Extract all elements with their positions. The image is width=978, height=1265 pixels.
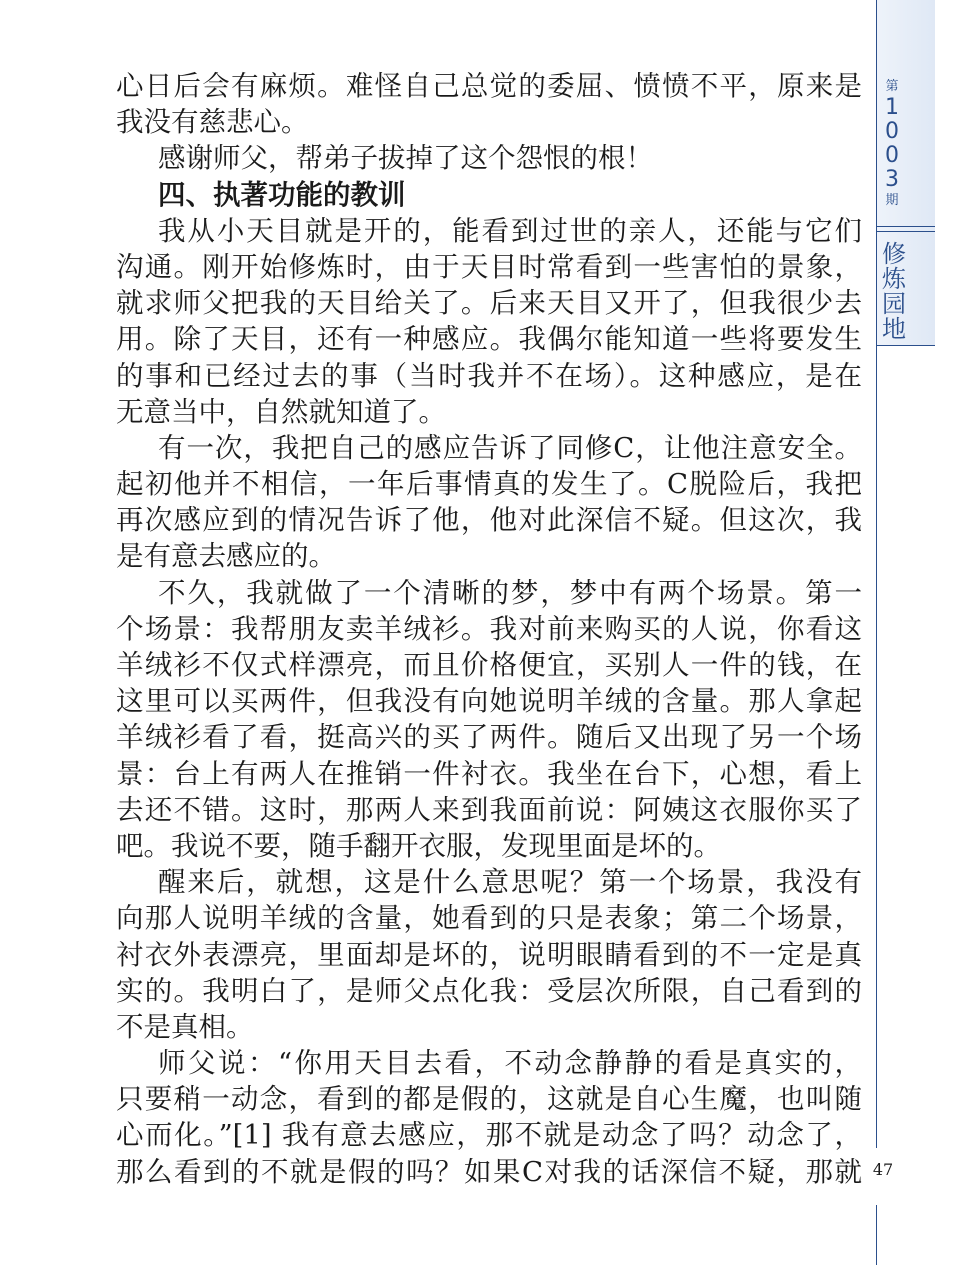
text-line: 羊绒衫不仅式样漂亮，而且价格便宜，买别人一件的钱，在 <box>116 649 862 681</box>
article-body <box>116 68 862 1190</box>
issue-prefix: 第 <box>885 79 899 94</box>
sidebar-rule <box>877 345 935 346</box>
text-line: 感谢师父，帮弟子拔掉了这个怨恨的根！ <box>158 142 653 175</box>
text-line: 不是真相。 <box>116 1010 254 1043</box>
section-heading: 四、执著功能的教训 <box>158 178 406 211</box>
text-line: 那么看到的不就是假的吗？如果C对我的话深信不疑，那就 <box>116 1155 862 1188</box>
column-title-char: 园 <box>882 290 906 318</box>
text-line: 去还不错。这时，那两人来到我面前说：阿姨这衣服你买了 <box>116 793 862 826</box>
text-line: 起初他并不相信，一年后事情真的发生了。C脱险后，我把 <box>116 468 862 501</box>
column-title-char: 修 <box>882 240 906 268</box>
text-line: 吧。我说不要，随手翻开衣服，发现里面是坏的。 <box>116 829 721 862</box>
issue-digit: 0 <box>885 119 899 144</box>
text-line: 我没有慈悲心。 <box>116 106 309 139</box>
text-line: 只要稍一动念，看到的都是假的，这就是自心生魔，也叫随 <box>116 1083 862 1116</box>
column-title <box>880 242 908 342</box>
sidebar-divider-bottom <box>876 1205 877 1265</box>
text-line: 再次感应到的情况告诉了他，他对此深信不疑。但这次，我 <box>116 504 862 537</box>
text-line: 就求师父把我的天目给关了。后来天目又开了，但我很少去 <box>116 287 862 320</box>
issue-digit: 3 <box>885 167 899 192</box>
text-line: 沟通。刚开始修炼时，由于天目时常看到一些害怕的景象， <box>116 250 862 283</box>
text-line: 这里可以买两件，但我没有向她说明羊绒的含量。那人拿起 <box>116 685 862 718</box>
issue-digit: 0 <box>885 143 899 168</box>
text-line: 无意当中，自然就知道了。 <box>116 395 446 428</box>
sidebar-rule <box>877 231 935 232</box>
text-line: 向那人说明羊绒的含量，她看到的只是表象；第二个场景， <box>116 902 862 935</box>
text-line: 心而化。”[1] 我有意去感应，那不就是动念了吗？动念了， <box>116 1119 862 1152</box>
text-line: 是有意去感应的。 <box>116 540 336 573</box>
issue-digit: 1 <box>885 95 899 120</box>
text-line: 醒来后，就想，这是什么意思呢？第一个场景，我没有 <box>158 866 862 899</box>
text-line: 师父说：“你用天目去看，不动念静静的看是真实的， <box>158 1047 862 1080</box>
text-line: 用。除了天目，还有一种感应。我偶尔能知道一些将要发生 <box>116 323 862 356</box>
text-line: 衬衣外表漂亮，里面却是坏的，说明眼睛看到的不一定是真 <box>116 938 862 971</box>
text-line: 的事和已经过去的事（当时我并不在场）。这种感应，是在 <box>116 359 862 392</box>
text-line: 个场景：我帮朋友卖羊绒衫。我对前来购买的人说，你看这 <box>116 612 862 645</box>
text-line: 心日后会有麻烦。难怪自己总觉的委屈、愤愤不平，原来是 <box>116 70 862 102</box>
column-title-char: 炼 <box>882 265 906 293</box>
text-line: 实的。我明白了，是师父点化我：受层次所限，自己看到的 <box>116 974 862 1007</box>
text-line: 有一次，我把自己的感应告诉了同修C，让他注意安全。 <box>158 431 862 464</box>
text-line: 景：台上有两人在推销一件衬衣。我坐在台下，心想，看上 <box>116 757 862 790</box>
issue-suffix: 期 <box>885 193 899 208</box>
text-line: 不久，我就做了一个清晰的梦，梦中有两个场景。第一 <box>158 576 862 609</box>
text-line: 我从小天目就是开的，能看到过世的亲人，还能与它们 <box>158 214 862 247</box>
page-number: 47 <box>872 1160 894 1179</box>
issue-number <box>877 78 907 210</box>
column-title-char: 地 <box>882 315 906 343</box>
sidebar-rule <box>877 226 935 227</box>
text-line: 羊绒衫看了看，挺高兴的买了两件。随后又出现了另一个场 <box>116 721 862 754</box>
